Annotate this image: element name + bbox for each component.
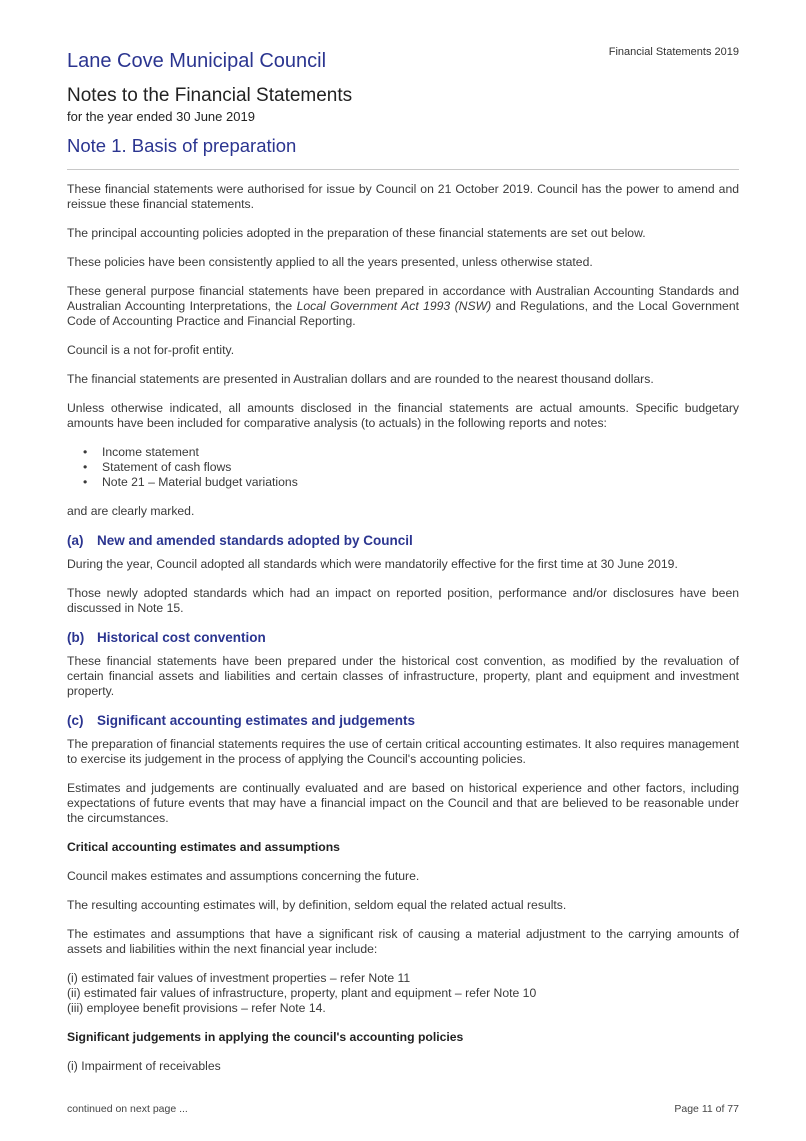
note-heading: Note 1. Basis of preparation bbox=[67, 135, 297, 156]
paragraph: Unless otherwise indicated, all amounts disclosed in the financial statements are actual amounts. Specific budgetary amounts have been included for comparative analysis (to actuals) in the following reports and notes: bbox=[67, 401, 739, 430]
paragraph: During the year, Council adopted all standards which were mandatorily effective for the first time at 30 June 2019. bbox=[67, 557, 678, 571]
paragraph: The preparation of financial statements requires the use of certain critical accounting estimates. It also requires management to exercise its judgement in the process of applying the Council's accounting policies. bbox=[67, 737, 740, 766]
paragraph: Council is a not for-profit entity. bbox=[67, 343, 235, 357]
header-top-right: Financial Statements 2019 bbox=[608, 46, 739, 58]
paragraph: Those newly adopted standards which had an impact on reported position, performance and/or disclosures have been discussed in Note 15. bbox=[67, 586, 739, 615]
organization-name: Lane Cove Municipal Council bbox=[67, 50, 327, 72]
subheading-critical-estimates: Critical accounting estimates and assumptions bbox=[67, 840, 340, 854]
paragraph: These general purpose financial statements have been prepared in accordance with Australian Accounting Standards and Australian Accounting Interpretations, the Local Government Act 1993 (NSW) and Regulations, and the Local Government Code of Accounting Practice and Financial Reporting. bbox=[67, 284, 739, 328]
paragraph: The estimates and assumptions that have a significant risk of causing a material adjustment to the carrying amounts of assets and liabilities within the next financial year include: bbox=[67, 927, 739, 956]
page-title: Notes to the Financial Statements bbox=[67, 85, 353, 106]
paragraph: These policies have been consistently applied to all the years presented, unless otherwise stated. bbox=[67, 255, 593, 269]
paragraph: The resulting accounting estimates will, by definition, seldom equal the related actual results. bbox=[67, 898, 567, 912]
page-number: Page 11 of 77 bbox=[674, 1103, 739, 1115]
section-heading-c: (c) Significant accounting estimates and judgements bbox=[67, 713, 416, 728]
paragraph: The financial statements are presented in Australian dollars and are rounded to the nearest thousand dollars. bbox=[67, 372, 654, 386]
footer-continued: continued on next page ... bbox=[67, 1103, 188, 1115]
section-heading-a: (a) New and amended standards adopted by Council bbox=[67, 533, 413, 548]
italic-act-name: Local Government Act 1993 (NSW) bbox=[296, 299, 492, 313]
paragraph: Estimates and judgements are continually evaluated and are based on historical experience and other factors, including expectations of future events that may have a financial impact on the Council and that are believed to be reasonable under the circumstances. bbox=[67, 781, 739, 825]
list-item: • Statement of cash flows bbox=[67, 460, 739, 475]
section-heading-b: (b) Historical cost convention bbox=[67, 630, 266, 645]
paragraph: The principal accounting policies adopted in the preparation of these financial statements are set out below. bbox=[67, 226, 646, 240]
paragraph: and are clearly marked. bbox=[67, 504, 195, 518]
document-body bbox=[67, 182, 739, 1088]
list-item: (i) estimated fair values of investment properties – refer Note 11 bbox=[67, 971, 411, 985]
subheading-significant-judgements: Significant judgements in applying the council's accounting policies bbox=[67, 1030, 464, 1044]
list-item: (iii) employee benefit provisions – refer Note 14. bbox=[67, 1001, 326, 1015]
header-divider bbox=[67, 169, 739, 170]
estimates-list bbox=[67, 971, 739, 1016]
list-item: • Income statement bbox=[67, 445, 739, 460]
page-subtitle: for the year ended 30 June 2019 bbox=[67, 109, 255, 124]
bullet-list bbox=[67, 445, 739, 490]
paragraph: These financial statements have been prepared under the historical cost convention, as modified by the revaluation of certain financial assets and liabilities and certain classes of infrastructure, property, plant and equipment and investment property. bbox=[67, 654, 739, 698]
list-item: (ii) estimated fair values of infrastructure, property, plant and equipment – refer Note 10 bbox=[67, 986, 537, 1000]
paragraph: These financial statements were authorised for issue by Council on 21 October 2019. Council has the power to amend and reissue these financial statements. bbox=[67, 182, 739, 211]
paragraph: Council makes estimates and assumptions concerning the future. bbox=[67, 869, 420, 883]
paragraph: (i) Impairment of receivables bbox=[67, 1059, 221, 1073]
list-item: • Note 21 – Material budget variations bbox=[67, 475, 739, 490]
